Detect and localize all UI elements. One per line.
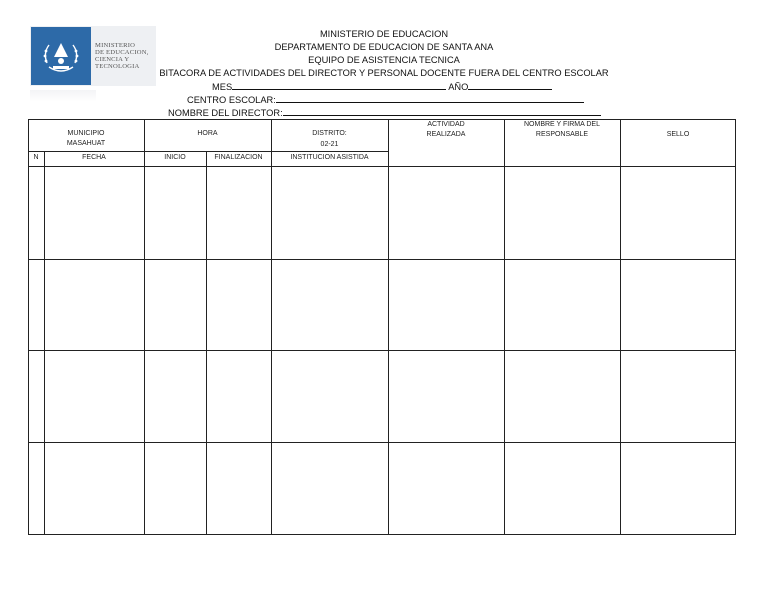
header-nombre-firma: NOMBRE Y FIRMA DEL [524, 121, 600, 128]
table-border-top [28, 119, 736, 120]
col-divider-n [44, 151, 45, 535]
centro-field[interactable] [187, 93, 584, 107]
header-finalizacion: FINALIZACION [214, 154, 263, 161]
header-team: EQUIPO DE ASISTENCIA TECNICA [308, 55, 460, 65]
mes-blank[interactable] [232, 80, 446, 90]
col-divider [144, 119, 145, 535]
logo-line: TECNOLOGIA [95, 63, 140, 71]
header-actividad-2: REALIZADA [426, 131, 466, 138]
activity-table [28, 119, 736, 535]
header-institucion: INSTITUCION ASISTIDA [290, 154, 369, 161]
col-divider-hora [206, 151, 207, 535]
col-divider [271, 119, 272, 535]
anio-label: AÑO [448, 82, 469, 92]
header-ministry: MINISTERIO DE EDUCACION [319, 29, 449, 39]
header-municipio: MUNICIPIO [67, 130, 105, 137]
header-fecha: FECHA [82, 154, 106, 161]
logo-line: CIENCIA Y [95, 56, 130, 63]
col-divider [504, 119, 505, 535]
header-sello: SELLO [666, 131, 690, 138]
director-field[interactable] [168, 106, 601, 120]
centro-blank[interactable] [276, 93, 584, 103]
header-hora: HORA [197, 130, 218, 137]
table-border-left [28, 119, 29, 535]
anio-blank[interactable] [468, 80, 552, 90]
header-actividad: ACTIVIDAD [427, 121, 465, 128]
centro-label: CENTRO ESCOLAR: [187, 95, 276, 105]
logo-reflection [30, 90, 96, 102]
header-department: DEPARTAMENTO DE EDUCACION DE SANTA ANA [274, 42, 494, 52]
col-divider [388, 119, 389, 535]
table-border-bottom [28, 534, 736, 535]
mes-label: MES [212, 82, 233, 92]
mes-field[interactable] [212, 80, 552, 94]
header-inicio: INICIO [164, 154, 186, 161]
table-border-right [735, 119, 736, 535]
header-n: N [33, 154, 39, 161]
header-title: BITACORA DE ACTIVIDADES DEL DIRECTOR Y PERSONAL DOCENTE FUERA DEL CENTRO ESCOLAR [159, 68, 609, 78]
header-bottom [28, 166, 736, 167]
director-blank[interactable] [283, 106, 601, 116]
director-label: NOMBRE DEL DIRECTOR: [168, 108, 283, 118]
logo-line: DE EDUCACION, [95, 48, 149, 56]
row-divider [28, 442, 736, 443]
row-divider [28, 259, 736, 260]
row-divider [28, 350, 736, 351]
logo-line: MINISTERIO [95, 41, 136, 49]
header-distrito-value: 02-21 [320, 141, 339, 148]
col-divider [620, 119, 621, 535]
header-municipio-value: MASAHUAT [66, 140, 106, 147]
header-row-divider [28, 151, 388, 152]
header-nombre-firma-2: RESPONSABLE [535, 131, 589, 138]
header-distrito: DISTRITO: [312, 130, 347, 137]
